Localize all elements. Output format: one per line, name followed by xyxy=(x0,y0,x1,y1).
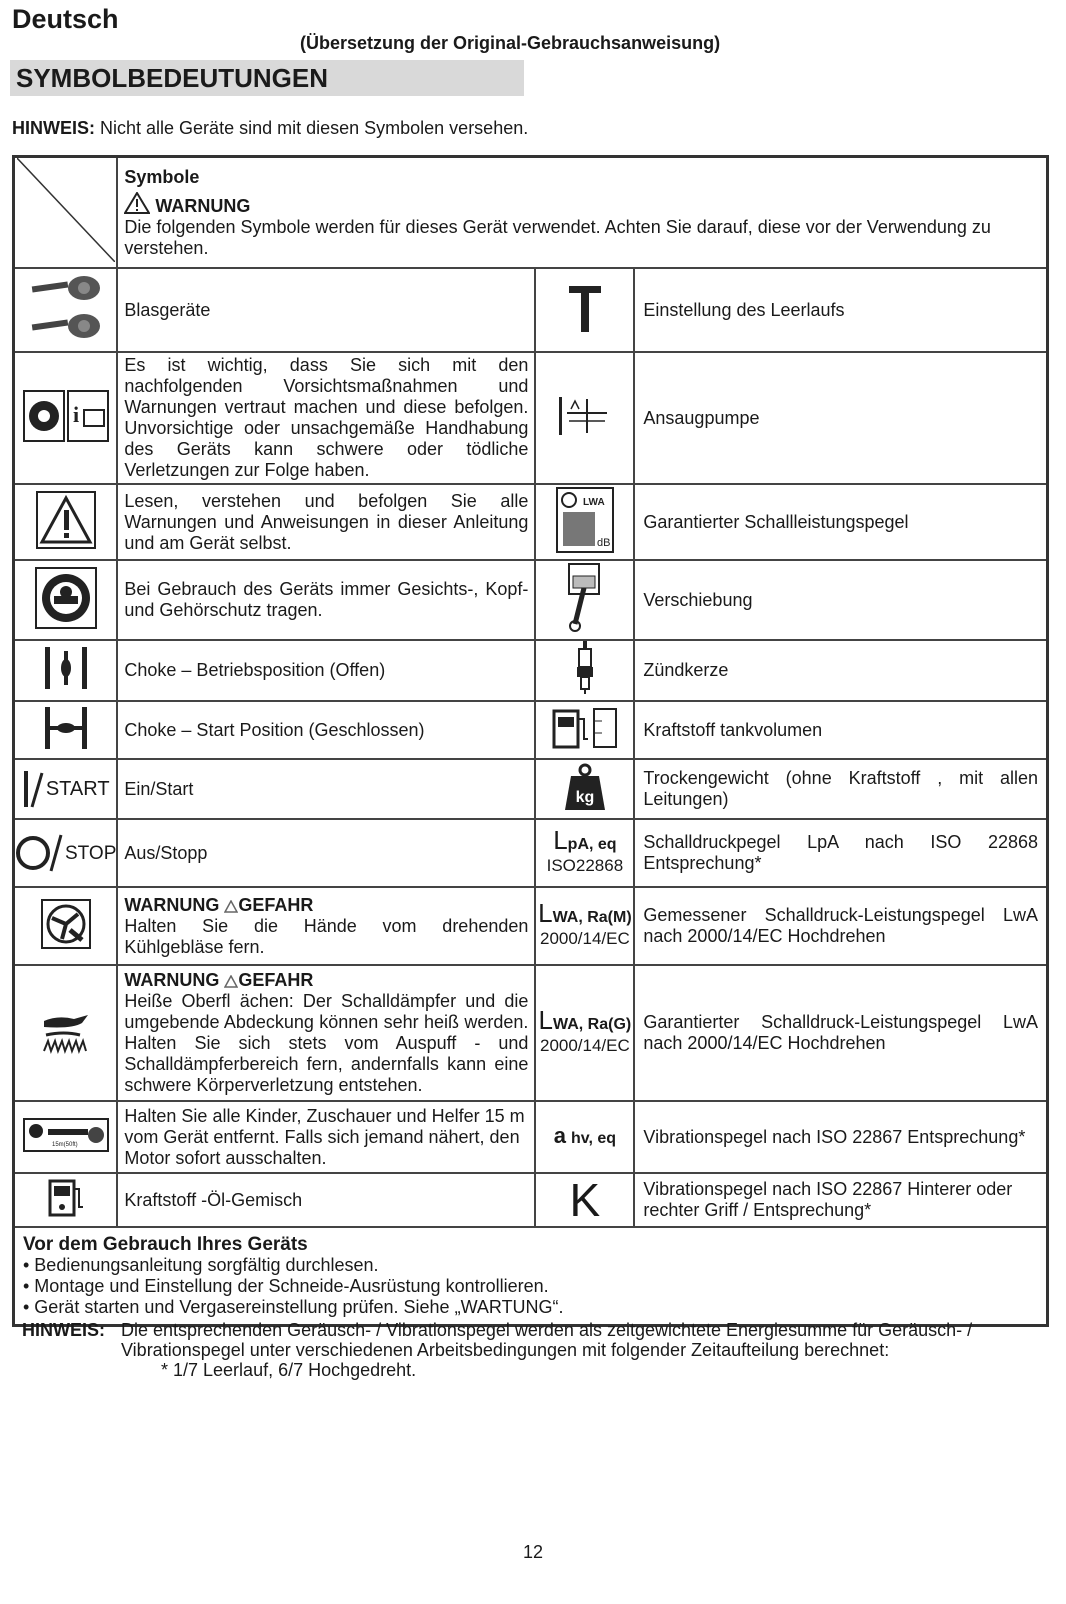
measured-sound-symbol xyxy=(535,887,634,965)
page-number: 12 xyxy=(522,1542,544,1562)
warning-triangle-icon xyxy=(14,484,118,560)
weight-icon-label: kg xyxy=(575,788,595,806)
on-start-icon xyxy=(14,759,118,819)
fan-hand-icon xyxy=(14,887,118,965)
distance-label: 15m(50ft) xyxy=(51,1141,78,1148)
subtitle: (Übersetzung der Original-Gebrauchsanweisung) xyxy=(300,33,721,53)
text-blower: Blasgeräte xyxy=(117,268,535,352)
hot-warning-text: Heiße Oberfl ächen: Der Schalldämpfer und die umgebende Abdeckung können sehr heiß werden. Halten Sie sich stets vom Auspuff - und Schalldämpferbereich fern, andernfalls kann eine schwere Körperverletzung entstehen. xyxy=(124,991,529,1095)
text-idle: Einstellung des Leerlaufs xyxy=(634,268,1047,352)
choke-open-icon xyxy=(14,640,118,701)
displacement-icon xyxy=(535,560,634,640)
text-fuel-tank: Kraftstoff tankvolumen xyxy=(634,701,1047,759)
text-vibration: Vibrationspegel nach ISO 22867 Entsprechung* xyxy=(634,1101,1047,1173)
text-on-start: Ein/Start xyxy=(117,759,535,819)
idle-adjust-icon xyxy=(535,268,634,352)
text-displacement: Verschiebung xyxy=(634,560,1047,640)
text-lpa: Schalldruckpegel LpA nach ISO 22868 Entsprechung* xyxy=(634,819,1047,887)
fan-warning-text: Halten Sie die Hände vom drehenden Kühlgebläse fern. xyxy=(124,915,529,957)
diagonal-line-icon xyxy=(17,158,115,262)
leaf-blower-icon xyxy=(14,268,118,352)
small-warning-icon xyxy=(224,975,238,988)
lwa-m-main: L xyxy=(538,898,553,928)
choke-closed-icon xyxy=(14,701,118,759)
stop-icon-label: STOP xyxy=(65,842,117,864)
text-sound-power: Garantierter Schallleistungspegel xyxy=(634,484,1047,560)
intro-warning: WARNUNG xyxy=(155,195,251,216)
before-use-item: • Montage und Einstellung der Schneide-Ausrüstung kontrollieren. xyxy=(23,1276,549,1296)
hint-label: HINWEIS: xyxy=(12,118,95,138)
text-lwa-guaranteed: Garantierter Schalldruck-Leistungspegel LwA nach 2000/14/EC Hochdrehen xyxy=(634,965,1047,1101)
footer-hint-text: Die entsprechenden Geräusch- / Vibrationspegel werden als zeitgewichtete Energiesumme für Geräusch- / Vibrationspegel unter verschiedenen Arbeitsbedingungen mit folgender Zeitaufteilung berechnet: xyxy=(121,1320,973,1360)
intro-title: Symbole xyxy=(124,166,200,187)
ahv-sub: hv, eq xyxy=(571,1130,617,1147)
language-label: Deutsch xyxy=(12,4,119,34)
fan-warning-label: WARNUNG xyxy=(124,894,220,915)
hot-warning-label: WARNUNG xyxy=(124,970,220,990)
spark-plug-icon xyxy=(535,640,634,701)
text-spark-plug: Zündkerze xyxy=(634,640,1047,701)
fuel-tank-icon xyxy=(535,701,634,759)
text-dry-weight: Trockengewicht (ohne Kraftstoff , mit allen Leitungen) xyxy=(634,759,1047,819)
text-keep-distance: Halten Sie alle Kinder, Zuschauer und Helfer 15 m vom Gerät entfernt. Falls sich jemand nähert, den Motor sofort ausschalten. xyxy=(117,1101,535,1173)
sound-power-unit: dB xyxy=(596,536,611,549)
lwa-g-sub: WA, Ra(G) xyxy=(553,1016,632,1033)
text-precautions: Es ist wichtig, dass Sie sich mit den nachfolgenden Vorsichtsmaßnahmen und Warnungen vertraut machen und diese befolgen. Unvorsichtige oder unsachgemäße Handhabung des Geräts kann schwere oder tödliche Verletzungen zur Folge haben. xyxy=(117,352,535,484)
read-manual-icon xyxy=(14,352,118,484)
before-use-item: • Gerät starten und Vergasereinstellung prüfen. Siehe „WARTUNG“. xyxy=(23,1297,564,1317)
keep-distance-icon xyxy=(14,1101,118,1173)
before-use-item: • Bedienungsanleitung sorgfältig durchlesen. xyxy=(23,1255,379,1275)
vibration-symbol xyxy=(535,1101,634,1173)
intro-cell xyxy=(117,157,1047,269)
svg-text:i: i xyxy=(72,401,79,427)
lpa-norm: ISO22868 xyxy=(546,856,624,875)
fan-danger-label: GEFAHR xyxy=(238,894,314,915)
before-use-title: Vor dem Gebrauch Ihres Geräts xyxy=(23,1234,308,1255)
sound-power-icon xyxy=(535,484,634,560)
sound-pressure-symbol xyxy=(535,819,634,887)
footer-note: * 1/7 Leerlauf, 6/7 Hochgedreht. xyxy=(161,1360,417,1380)
section-title: SYMBOLBEDEUTUNGEN xyxy=(10,60,524,96)
fuel-oil-mix-icon xyxy=(14,1173,118,1227)
text-primer: Ansaugpumpe xyxy=(634,352,1047,484)
guaranteed-sound-symbol xyxy=(535,965,634,1101)
before-use-cell xyxy=(14,1227,1048,1326)
ahv-main: a xyxy=(553,1123,566,1148)
lwa-m-sub: WA, Ra(M) xyxy=(552,909,632,926)
sound-power-label: LWA xyxy=(582,496,605,508)
lpa-main: L xyxy=(553,825,568,855)
hot-surface-icon xyxy=(14,965,118,1101)
weight-icon xyxy=(535,759,634,819)
start-icon-label: START xyxy=(45,777,110,800)
intro-text: Die folgenden Symbole werden für dieses Gerät verwendet. Achten Sie darauf, diese vor der Verwendung zu verstehen. xyxy=(124,216,991,258)
small-warning-icon xyxy=(224,900,238,913)
lwa-m-norm: 2000/14/EC xyxy=(539,929,630,948)
text-protective: Bei Gebrauch des Geräts immer Gesichts-, Kopf- und Gehörschutz tragen. xyxy=(117,560,535,640)
hint-note xyxy=(12,118,528,139)
text-choke-closed: Choke – Start Position (Geschlossen) xyxy=(117,701,535,759)
k-main: K xyxy=(569,1174,601,1226)
diagonal-cell xyxy=(14,157,118,269)
text-choke-open: Choke – Betriebsposition (Offen) xyxy=(117,640,535,701)
hint-text: Nicht alle Geräte sind mit diesen Symbolen versehen. xyxy=(100,118,529,138)
lpa-sub: pA, eq xyxy=(567,836,617,853)
hot-warning-cell xyxy=(117,965,535,1101)
text-k-vibration: Vibrationspegel nach ISO 22867 Hinterer oder rechter Griff / Entsprechung* xyxy=(634,1173,1047,1227)
warning-triangle-icon xyxy=(124,192,150,214)
text-fuel-oil-mix: Kraftstoff -Öl-Gemisch xyxy=(117,1173,535,1227)
symbol-table xyxy=(12,155,1049,1327)
text-read-warnings: Lesen, verstehen und befolgen Sie alle Warnungen und Anweisungen in dieser Anleitung und am Gerät selbst. xyxy=(117,484,535,560)
k-symbol xyxy=(535,1173,634,1227)
fan-warning-cell xyxy=(117,887,535,965)
lwa-g-norm: 2000/14/EC xyxy=(539,1036,630,1055)
text-lwa-measured: Gemessener Schalldruck-Leistungspegel LwA nach 2000/14/EC Hochdrehen xyxy=(634,887,1047,965)
hot-danger-label: GEFAHR xyxy=(238,970,314,990)
primer-pump-icon xyxy=(535,352,634,484)
text-off-stop: Aus/Stopp xyxy=(117,819,535,887)
footer-hint xyxy=(22,1320,1032,1380)
off-stop-icon xyxy=(14,819,118,887)
lwa-g-main: L xyxy=(538,1005,554,1035)
footer-hint-label: HINWEIS: xyxy=(22,1320,105,1340)
protective-gear-icon xyxy=(14,560,118,640)
